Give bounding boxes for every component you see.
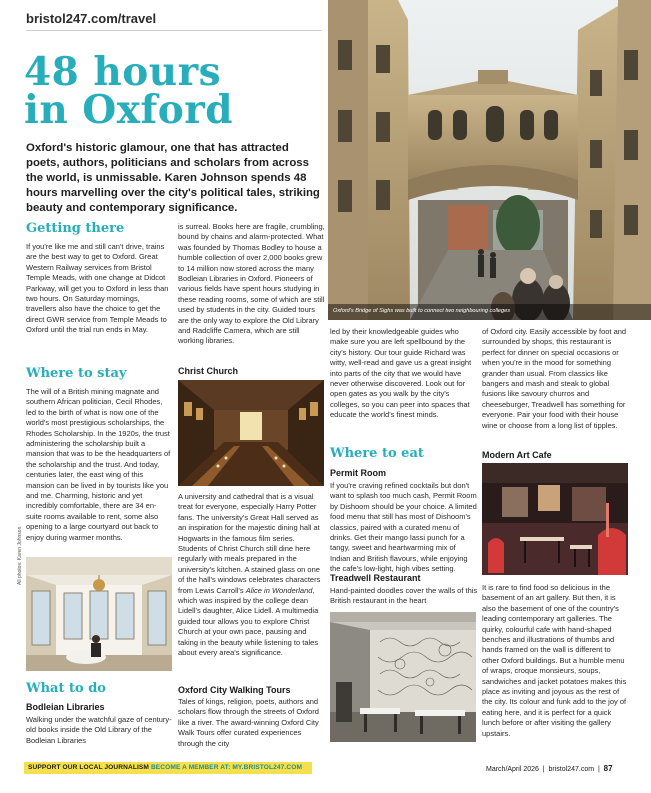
article-title-line-1: 48 hours <box>24 49 222 95</box>
article-standfirst <box>26 141 324 216</box>
footer-support-label: SUPPORT OUR LOCAL JOURNALISM <box>28 764 151 771</box>
rhodes-house-room-illustration <box>26 557 172 671</box>
hero-photo-caption: Oxford's Bridge of Sighs was built to connect two neighbouring colleges <box>333 308 511 314</box>
bridge-of-sighs-illustration <box>328 0 651 320</box>
body-walking-tours-continued: led by their knowledgeable guides who make sure you are left spellbound by the city's history. Our tour guide Richard was witty, well-read and gave us a great insight into parts of the city that we would have never otherwise discovered. Look out for open gates as you walk by the city's colleges, so you can peer into spaces that educate the world's finest minds. <box>330 327 472 420</box>
hero-photo-bridge-of-sighs <box>328 0 651 320</box>
body-getting-there: If you're like me and still can't drive, trains are the best way to get to Oxford. Great Western Railway services from Bristol Temple Meads, with one change at Didcot Parkway, will get you to Oxford in less than two hours. On Saturday mornings, travellers also have the choice to get the direct GWR service from Temple Meads to Oxford until the trial run ends in May. <box>26 242 169 335</box>
treadwell-restaurant-illustration <box>330 612 476 742</box>
heading-what-to-do: What to do <box>26 681 106 696</box>
body-where-to-stay: The will of a British mining magnate and southern African politician, Cecil Rhodes, led to the birth of what is now one of the world's most prestigious scholarships, the Rhodes Scholarship. In the 1920s, the trust administering the scholarship built a mansion that was to be the headquarters of the scholarship and the trust. And today, centuries later, the east wing of this mansion can be lived in by tourists like you and me. Charming, historic and yet incredibly comfortable, there are 34 en-suite rooms available to rent, some also opening to a large courtyard out back to enjoy during warmer months. <box>26 387 171 542</box>
page-folio: March/April 2026 | bristol247.com | 87 <box>486 764 613 773</box>
standfirst-part-2: spends 48 hours marvelling over the city's political tales, striking beauty and contemporary significance. <box>26 172 320 214</box>
standfirst-part-1: Oxford's historic glamour, one that has attracted poets, authors, politicians and scholars from across the world, is unmissable. <box>26 142 309 184</box>
article-title-line-2: in Oxford <box>24 87 234 133</box>
photo-modern-art-cafe <box>482 463 628 575</box>
footer-member-label: BECOME A MEMBER AT: <box>150 764 233 771</box>
top-rule-divider <box>26 30 322 31</box>
heading-where-to-eat: Where to eat <box>330 446 424 461</box>
site-url: bristol247.com/travel <box>26 11 157 26</box>
heading-where-to-stay: Where to stay <box>26 366 127 381</box>
christ-church-text-2: , which was inspired by the college dean Lidell's daughter, Alice Lidell. A multimedia guided tour allows you to explore Christ Church at your own pace, pausing and taking in the beauty while listening to tales about every area's significance. <box>178 585 319 658</box>
folio-page-number: 87 <box>603 764 613 773</box>
folio-site: bristol247.com <box>548 766 595 773</box>
article-title <box>24 49 324 133</box>
photo-rhodes-house-room <box>26 557 172 671</box>
christ-church-text-1: A university and cathedral that is a visual treat for everyone, especially Harry Potter fans. The university's Great Hall served as an inspiration for the majestic dining hall at Hogwarts in the famous film series. Students of Christ Church still dine here regularly with meals prepared in the university's kitchen. A stained glass on one of the hall's windows celebrates characters from Lewis Carroll's <box>178 492 321 595</box>
body-treadwell-restaurant-continued: of Oxford city. Easily accessible by foot and surrounded by shops, this restaurant is perfect for dinner on special occasions or when you're in the mood for something grander than usual. From classics like bangers and mash and steak to global fusions like savoury churros and cheeseburger, Treadwell has something for everyone. Pair your food with their house wine or choose from a long list of tipples. <box>482 327 627 430</box>
photo-treadwell-restaurant <box>330 612 476 742</box>
body-treadwell-restaurant: Hand-painted doodles cover the walls of this British restaurant in the heart <box>330 586 478 606</box>
subheading-bodleian-libraries: Bodleian Libraries <box>26 702 105 712</box>
body-oxford-city-walking-tours: Tales of kings, religion, poets, authors and scholars flow through the streets of Oxford like a river. The award-winning Oxford City Walk Tours offer curated experiences through the city <box>178 697 319 748</box>
footer-member-url[interactable]: MY.BRISTOL247.COM <box>232 764 303 771</box>
subheading-christ-church: Christ Church <box>178 366 239 376</box>
standfirst-author: Karen Johnson <box>164 172 248 184</box>
body-christ-church <box>178 492 326 659</box>
subheading-treadwell-restaurant: Treadwell Restaurant <box>330 573 421 583</box>
subheading-oxford-city-walking-tours: Oxford City Walking Tours <box>178 685 291 695</box>
subheading-modern-art-cafe: Modern Art Cafe <box>482 450 552 460</box>
subheading-permit-room: Permit Room <box>330 468 387 478</box>
body-modern-art-cafe: It is rare to find food so delicious in the basement of an art gallery. But then, it is also the basement of one of the country's leading contemporary art galleries. The quirky, colourful cafe with hand-shaped benches and illustrations of thumbs and hands framed on the wall is different to other Oxford buildings. But a humble menu of wraps, croque monsieurs, soups, sandwiches and jacket potatoes makes this place as inviting and joyous as the rest of the city. Its colour and funk add to the joy of eating here, and it is perfect for a quick lunch before or after visiting the gallery upstairs. <box>482 583 627 738</box>
modern-art-cafe-illustration <box>482 463 628 575</box>
great-hall-illustration <box>178 380 324 486</box>
folio-issue: March/April 2026 <box>486 766 539 773</box>
body-permit-room: If you're craving refined cocktails but don't want to splash too much cash, Permit Room by Dishoom should be your choice. A limited food menu that still has most of Dishoom's classics, paired with a curated menu of drinks. Get their mango lassi punch for a tangy, sweet and heartwarming mix of Indian and British flavours, while enjoying the cafe's low-light, high vibes setting. <box>330 481 477 574</box>
photo-credit: All photos: Karen Johnson <box>17 526 23 585</box>
body-bodleian-libraries-continued: is surreal. Books here are fragile, crumbling, bound by chains and alarm-protected. What was founded by Thomas Bodley to house a humble collection of over 2,000 books grew to 14 million now stored across the many Bodleian Libraries in Oxford. Pioneers of various fields have spent hours studying in these reading rooms, some of which are still used by students in the city. Guided tours are the only way to explore the Old Library and Radcliffe Camera, which are still working libraries. <box>178 222 325 346</box>
footer-support-text <box>28 764 302 771</box>
photo-christ-church-great-hall <box>178 380 324 486</box>
heading-getting-there: Getting there <box>26 221 125 236</box>
body-bodleian-libraries: Walking under the watchful gaze of century-old books inside the Old Library of the Bodleian Libraries <box>26 715 172 745</box>
christ-church-book-title: Alice in Wonderland <box>245 585 313 595</box>
